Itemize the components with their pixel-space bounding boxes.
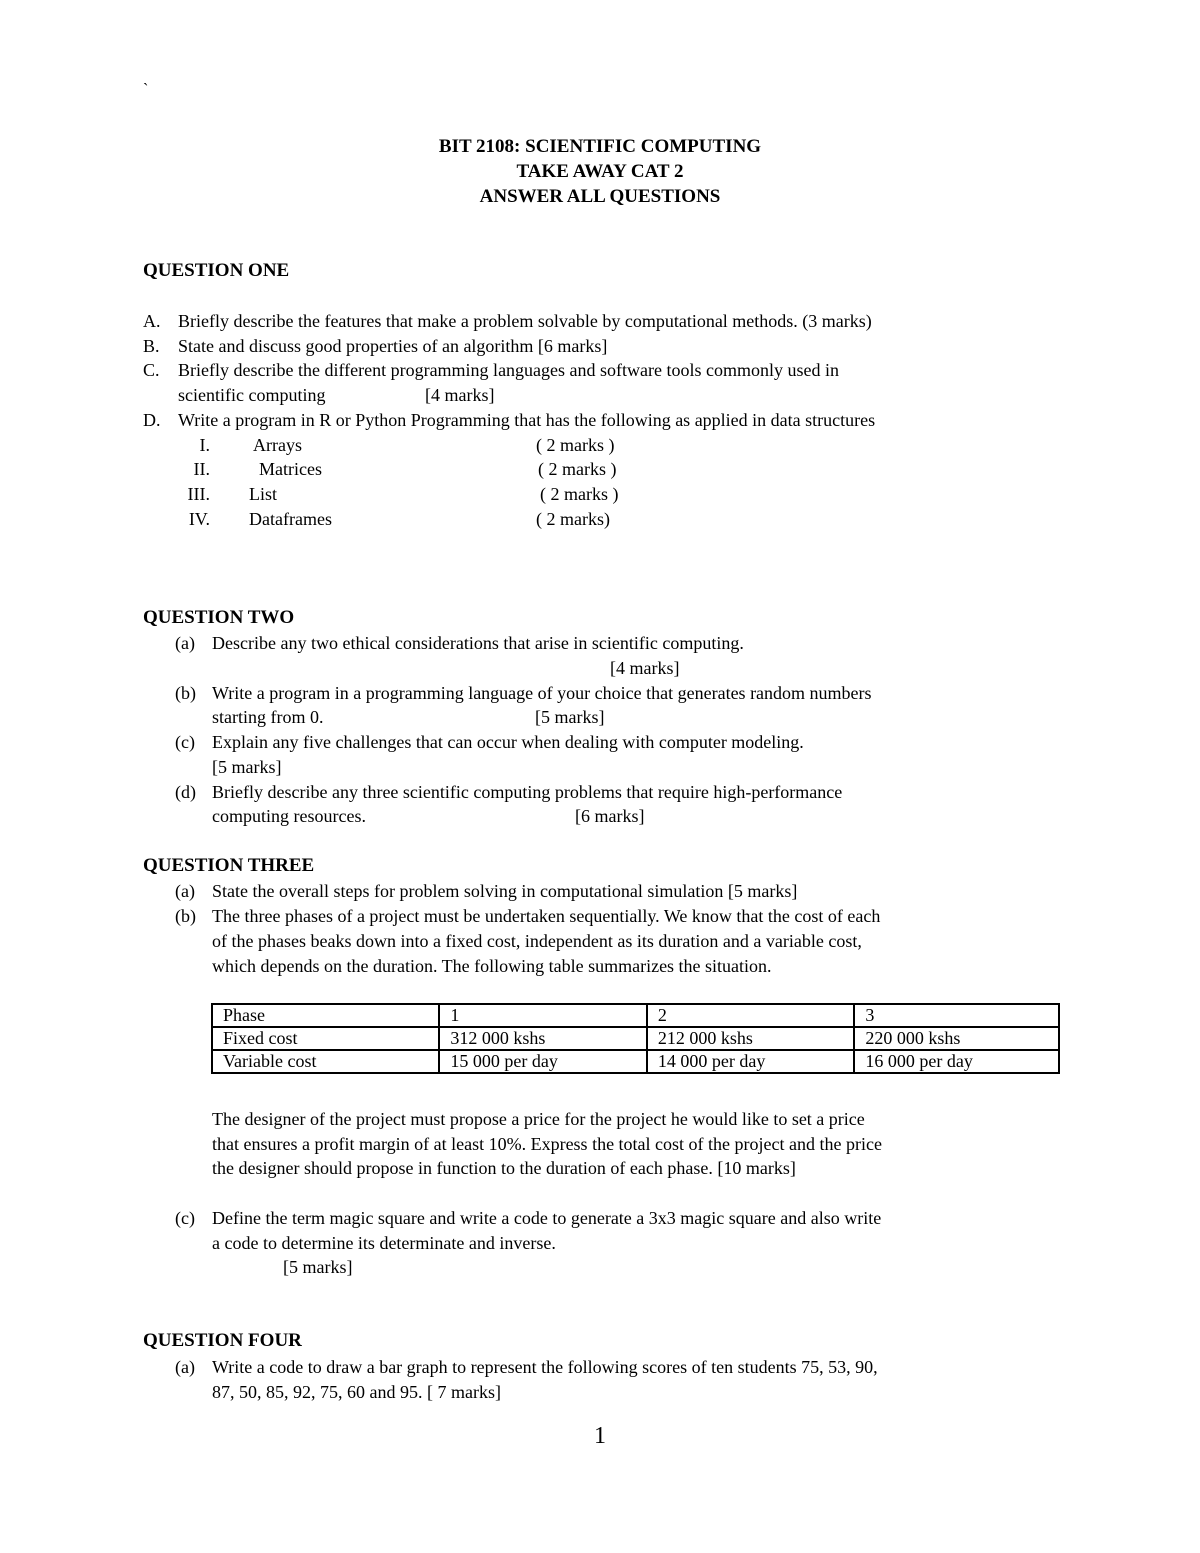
q1-a-text: Briefly describe the features that make a problem solvable by computational methods. (3 marks) (178, 311, 872, 331)
table-cell: 15 000 per day (439, 1050, 647, 1073)
q1-item-name: Arrays (253, 435, 302, 455)
table-cell: 2 (647, 1004, 855, 1027)
q1-b-label: B. (143, 336, 160, 356)
question-two-title: QUESTION TWO (143, 607, 295, 628)
q3-c-text: Define the term magic square and write a code to generate a 3x3 magic square and also write (212, 1208, 882, 1228)
table-cell: 220 000 kshs (854, 1027, 1059, 1050)
q1-c-label: C. (143, 360, 160, 380)
q1-item-marks: ( 2 marks ) (538, 459, 617, 479)
q1-c-text: Briefly describe the different programming languages and software tools commonly used in (178, 360, 839, 380)
phase-cost-table (211, 1003, 1060, 1074)
table-cell: Phase (212, 1004, 439, 1027)
q1-d-label: D. (143, 410, 161, 430)
table-cell: 3 (854, 1004, 1059, 1027)
q3-paragraph: The designer of the project must propose a price for the project he would like to set a price (212, 1109, 865, 1129)
table-cell: 1 (439, 1004, 647, 1027)
q3-a-text: State the overall steps for problem solving in computational simulation [5 marks] (212, 881, 798, 901)
q1-item-name: Matrices (259, 459, 322, 479)
q1-item-number: II. (193, 459, 210, 479)
q2-b-marks: [5 marks] (535, 707, 605, 727)
q3-a-label: (a) (175, 881, 195, 901)
q3-b-text: The three phases of a project must be undertaken sequentially. We know that the cost of each (212, 906, 881, 926)
q3-c-text-cont: a code to determine its determinate and inverse. (212, 1233, 556, 1253)
q2-c-marks: [5 marks] (212, 757, 282, 777)
q3-c-label: (c) (175, 1208, 195, 1228)
q1-a-label: A. (143, 311, 161, 331)
q4-a-text-cont: 87, 50, 85, 92, 75, 60 and 95. [ 7 marks] (212, 1382, 501, 1402)
q2-c-text: Explain any five challenges that can occur when dealing with computer modeling. (212, 732, 804, 752)
table-row (212, 1004, 1059, 1027)
q1-item-marks: ( 2 marks ) (536, 435, 615, 455)
q2-b-label: (b) (175, 683, 196, 703)
q1-item-number: III. (187, 484, 210, 504)
table-row (212, 1027, 1059, 1050)
q3-b-text-cont: which depends on the duration. The following table summarizes the situation. (212, 956, 772, 976)
q1-item-number: I. (199, 435, 210, 455)
q2-b-text-cont: starting from 0. (212, 707, 324, 727)
q2-a-label: (a) (175, 633, 195, 653)
q1-d-text: Write a program in R or Python Programming that has the following as applied in data structures (178, 410, 876, 430)
q1-b-text: State and discuss good properties of an algorithm [6 marks] (178, 336, 608, 356)
page-number: 1 (594, 1423, 606, 1449)
q1-c-text-cont: scientific computing (178, 385, 326, 405)
q1-item-name: Dataframes (249, 509, 332, 529)
stray-mark: ` (143, 81, 149, 98)
q2-c-label: (c) (175, 732, 195, 752)
q2-a-marks: [4 marks] (610, 658, 680, 678)
q1-item-marks: ( 2 marks) (536, 509, 610, 529)
course-title: BIT 2108: SCIENTIFIC COMPUTING (438, 136, 762, 157)
q2-d-text-cont: computing resources. (212, 806, 366, 826)
table-cell: Fixed cost (212, 1027, 439, 1050)
q2-d-text: Briefly describe any three scientific computing problems that require high-performance (212, 782, 843, 802)
table-cell: Variable cost (212, 1050, 439, 1073)
question-four-title: QUESTION FOUR (143, 1330, 302, 1351)
q3-paragraph-cont: that ensures a profit margin of at least 10%. Express the total cost of the project and the price (212, 1134, 882, 1154)
table-cell: 14 000 per day (647, 1050, 855, 1073)
question-three-title: QUESTION THREE (143, 855, 315, 876)
q4-a-label: (a) (175, 1357, 195, 1377)
table-cell: 16 000 per day (854, 1050, 1059, 1073)
q3-paragraph-cont: the designer should propose in function to the duration of each phase. [10 marks] (212, 1158, 796, 1178)
q1-item-name: List (249, 484, 278, 504)
table-cell: 212 000 kshs (647, 1027, 855, 1050)
q4-a-text: Write a code to draw a bar graph to represent the following scores of ten students 75, 53, 90, (212, 1357, 878, 1377)
q3-c-marks: [5 marks] (283, 1257, 353, 1277)
q2-b-text: Write a program in a programming language of your choice that generates random numbers (212, 683, 872, 703)
table-row (212, 1050, 1059, 1073)
q3-b-text-cont: of the phases beaks down into a fixed cost, independent as its duration and a variable cost, (212, 931, 862, 951)
question-one-title: QUESTION ONE (143, 260, 290, 281)
q1-c-marks: [4 marks] (425, 385, 495, 405)
q1-item-marks: ( 2 marks ) (540, 484, 619, 504)
table-cell: 312 000 kshs (439, 1027, 647, 1050)
q1-item-number: IV. (188, 509, 210, 529)
q2-a-text: Describe any two ethical considerations that arise in scientific computing. (212, 633, 744, 653)
instructions: ANSWER ALL QUESTIONS (479, 186, 721, 207)
q2-d-marks: [6 marks] (575, 806, 645, 826)
q2-d-label: (d) (175, 782, 196, 802)
exam-title: TAKE AWAY CAT 2 (516, 161, 684, 182)
q3-b-label: (b) (175, 906, 196, 926)
